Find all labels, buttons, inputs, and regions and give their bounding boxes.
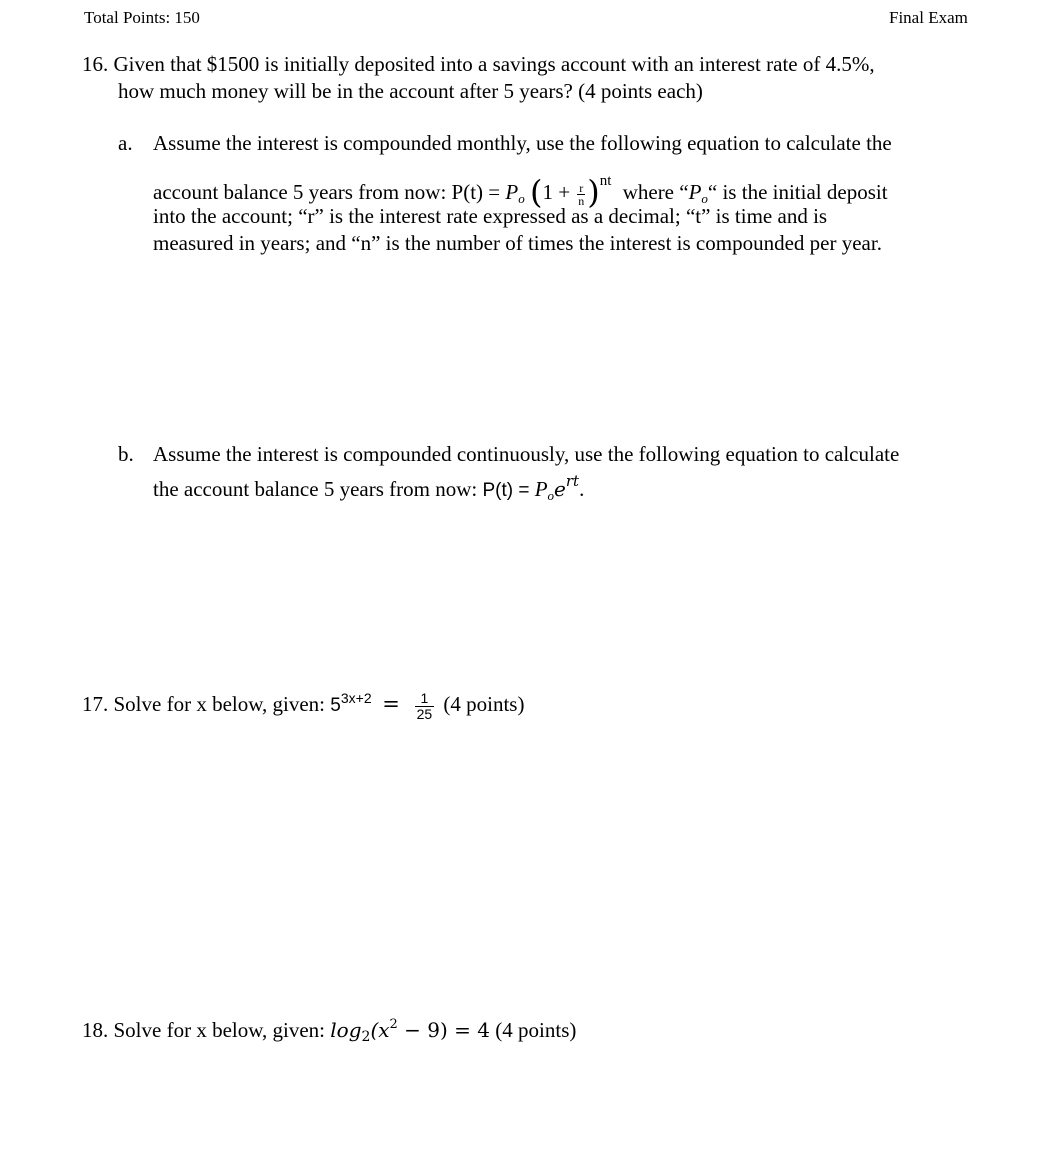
formula-e: e: [554, 477, 566, 501]
question-17-points: (4 points): [438, 692, 525, 716]
formula-principal: P: [534, 477, 548, 501]
question-17: [82, 685, 524, 722]
question-16-number: 16.: [82, 52, 109, 76]
left-paren: (: [529, 173, 543, 211]
formula-exponent: nt: [599, 173, 612, 189]
formula-one-plus: 1 +: [542, 180, 576, 204]
formula-lhs: P(t) =: [482, 480, 535, 501]
compound-formula: [451, 173, 612, 211]
header-exam-title: Final Exam: [889, 8, 968, 27]
header-total-points: Total Points: 150: [84, 8, 200, 27]
question-17-equals: =: [375, 692, 407, 716]
formula-principal-subscript: o: [518, 191, 525, 206]
question-18-arg-rest: − 9) = 4: [397, 1018, 491, 1042]
question-16a-line1: Assume the interest is compounded monthly, use the following equation to calculate the: [153, 131, 892, 155]
question-17-exponent: 3x+2: [340, 690, 372, 706]
question-18-text: 18. Solve for x below, given:: [82, 1018, 331, 1042]
question-18-log-base: 2: [361, 1029, 371, 1045]
question-16a-where: where “: [622, 180, 689, 204]
formula-exponent: rt: [565, 472, 580, 490]
question-16a-where-principal: P: [688, 180, 702, 204]
question-16: [82, 51, 875, 105]
question-16b-line1: Assume the interest is compounded continuously, use the following equation to calculate: [153, 442, 900, 466]
question-16b-line2: [153, 468, 584, 509]
rate-fraction-denominator: n: [578, 193, 585, 208]
question-16a-line3: into the account; “r” is the interest rate expressed as a decimal; “t” is time and is: [153, 204, 828, 228]
continuous-formula: [482, 472, 585, 503]
question-16-line2: how much money will be in the account after 5 years? (4 points each): [118, 79, 703, 103]
question-17-fraction-denominator: 25: [416, 705, 433, 722]
formula-lhs: P(t) =: [451, 180, 506, 204]
question-18: [82, 1011, 576, 1051]
formula-principal-subscript: o: [547, 488, 555, 503]
formula-principal: P: [505, 180, 519, 204]
question-16a-label: [118, 130, 133, 157]
question-16a-line2-text: account balance 5 years from now:: [153, 180, 452, 204]
question-17-fraction: [415, 691, 435, 722]
question-18-points: (4 points): [490, 1018, 577, 1042]
question-18-arg-exponent: 2: [389, 1017, 398, 1032]
formula-period: .: [579, 477, 585, 501]
question-18-arg: (x: [370, 1018, 390, 1042]
question-16-line1: Given that $1500 is initially deposited into a savings account with an interest rate of 4.5%,: [113, 52, 875, 76]
question-17-text: 17. Solve for x below, given:: [82, 692, 331, 716]
question-18-log: log: [330, 1018, 362, 1042]
question-16a-where-subscript: o: [701, 191, 708, 206]
question-16b-line2-text: the account balance 5 years from now:: [153, 477, 483, 501]
right-paren: ): [587, 173, 600, 211]
rate-fraction-numerator: r: [579, 180, 584, 195]
question-16b-label: [118, 441, 134, 468]
question-17-base: 5: [330, 695, 341, 716]
question-16a-where-rest: “ is the initial deposit: [707, 180, 888, 204]
question-16b-letter: b.: [118, 442, 134, 466]
question-17-fraction-numerator: 1: [415, 691, 435, 707]
question-16a-letter: a.: [118, 131, 133, 155]
question-16a-line4: measured in years; and “n” is the number of times the interest is compounded per year.: [153, 231, 882, 255]
